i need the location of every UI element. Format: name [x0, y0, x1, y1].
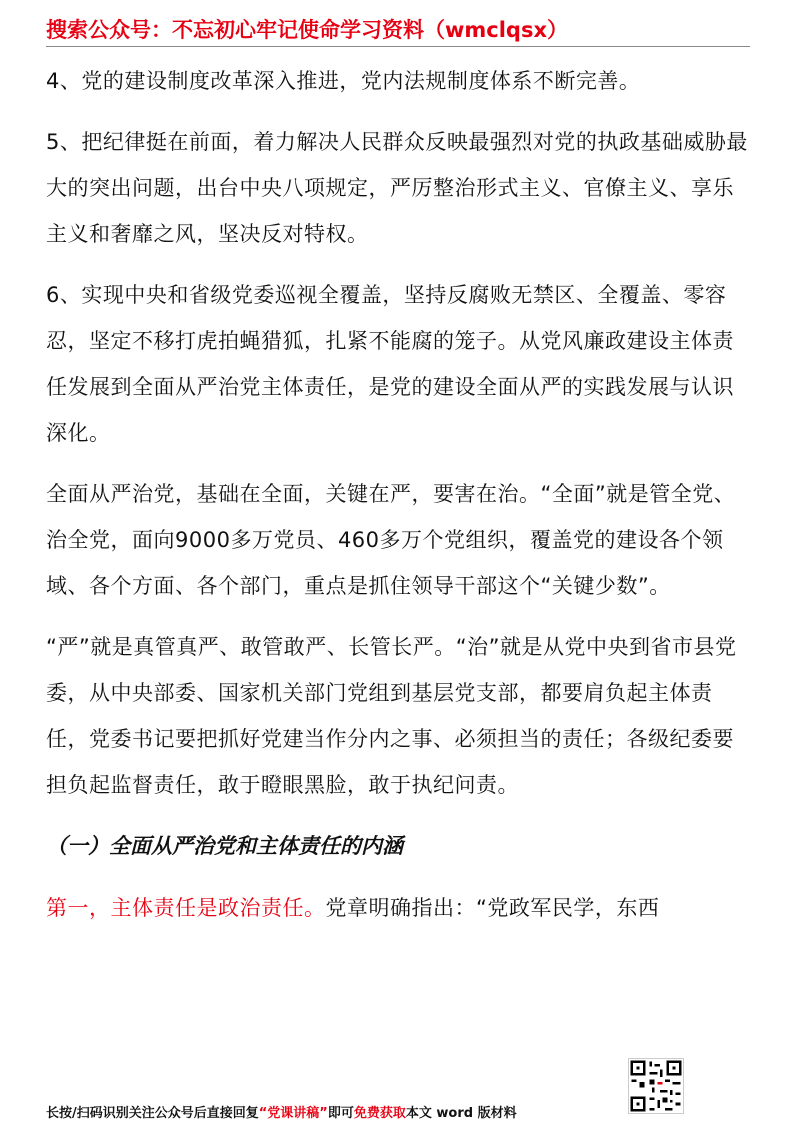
paragraph-6: 6、实现中央和省级党委巡视全覆盖，坚持反腐败无禁区、全覆盖、零容忍，坚定不移打虎拍蝇猎狐，扎紧不能腐的笼子。从党风廉政建设主体责任发展到全面从严治党主体责任，是党的建设全面从严的实践发展与认识深化。: [46, 283, 734, 445]
paragraph-4: 4、党的建设制度改革深入推进，党内法规制度体系不断完善。: [46, 69, 641, 93]
paragraph-first-lead: 第一，主体责任是政治责任。: [46, 896, 326, 920]
footer-highlight-1: “党课讲稿”: [258, 1106, 328, 1121]
paragraph-full-strict: 全面从严治党，基础在全面，关键在严，要害在治。“全面”就是管全党、治全党，面向9000多万党员、460多万个党组织，覆盖党的建设各个领域、各个方面、各个部门，重点是抓住领导干部这个“关键少数”。: [46, 482, 736, 598]
paragraph-first-rest: 党章明确指出：“党政军民学，东西: [325, 896, 660, 920]
qr-code-icon[interactable]: [628, 1058, 684, 1114]
footer-part3: 本文 word 版材料: [405, 1106, 517, 1121]
document-body: [46, 58, 750, 946]
footer-part2: 即可: [327, 1106, 354, 1121]
footer-highlight-2: 免费获取: [353, 1106, 406, 1121]
header-divider: [46, 46, 750, 47]
paragraph-strict-govern: “严”就是真管真严、敢管敢严、长管长严。“治”就是从党中央到省市县党委，从中央部委、国家机关部门党组到基层党支部，都要肩负起主体责任，党委书记要把抓好党建当作分内之事、必须担当的责任；各级纪委要担负起监督责任，敢于瞪眼黑脸，敢于执纪问责。: [46, 635, 737, 797]
section-heading: （一）全面从严治党和主体责任的内涵: [46, 834, 403, 858]
footer-note: [46, 1102, 517, 1121]
paragraph-first: [46, 885, 750, 931]
paragraph-5: 5、把纪律挺在前面，着力解决人民群众反映最强烈对党的执政基础威胁最大的突出问题，出台中央八项规定，严厉整治形式主义、官僚主义、享乐主义和奢靡之风，坚决反对特权。: [46, 130, 748, 246]
footer-part1: 长按/扫码识别关注公众号后直接回复: [46, 1106, 259, 1121]
header-title: 搜索公众号：不忘初心牢记使命学习资料（wmclqsx）: [46, 18, 569, 42]
